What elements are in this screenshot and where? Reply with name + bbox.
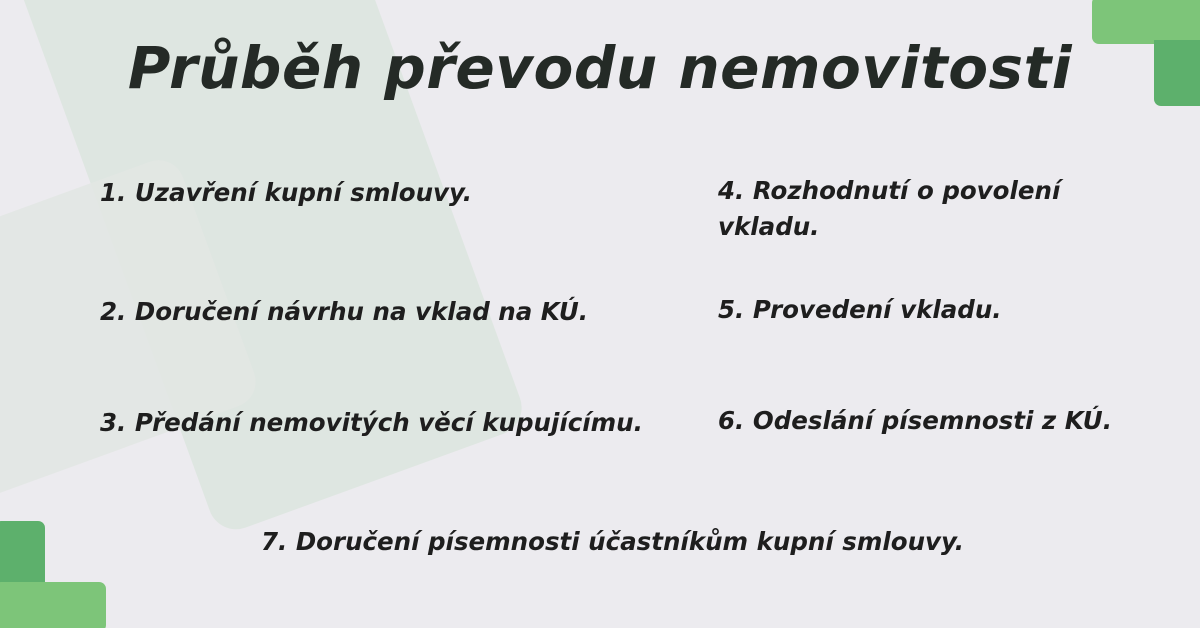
page-title: Průběh převodu nemovitosti — [127, 34, 1073, 102]
step-3: 3. Předání nemovitých věcí kupujícímu. — [100, 408, 643, 437]
step-2: 2. Doručení návrhu na vklad na KÚ. — [100, 297, 589, 326]
step-7: 7. Doručení písemnosti účastníkům kupní smlouvy. — [260, 527, 965, 556]
step-1: 1. Uzavření kupní smlouvy. — [100, 178, 473, 207]
step-6: 6. Odeslání písemnosti z KÚ. — [718, 406, 1113, 435]
step-4: 4. Rozhodnutí o povolení vkladu. — [718, 176, 1061, 241]
step-5: 5. Provedení vkladu. — [718, 295, 1002, 324]
corner-accent-bottom-left — [0, 582, 106, 628]
